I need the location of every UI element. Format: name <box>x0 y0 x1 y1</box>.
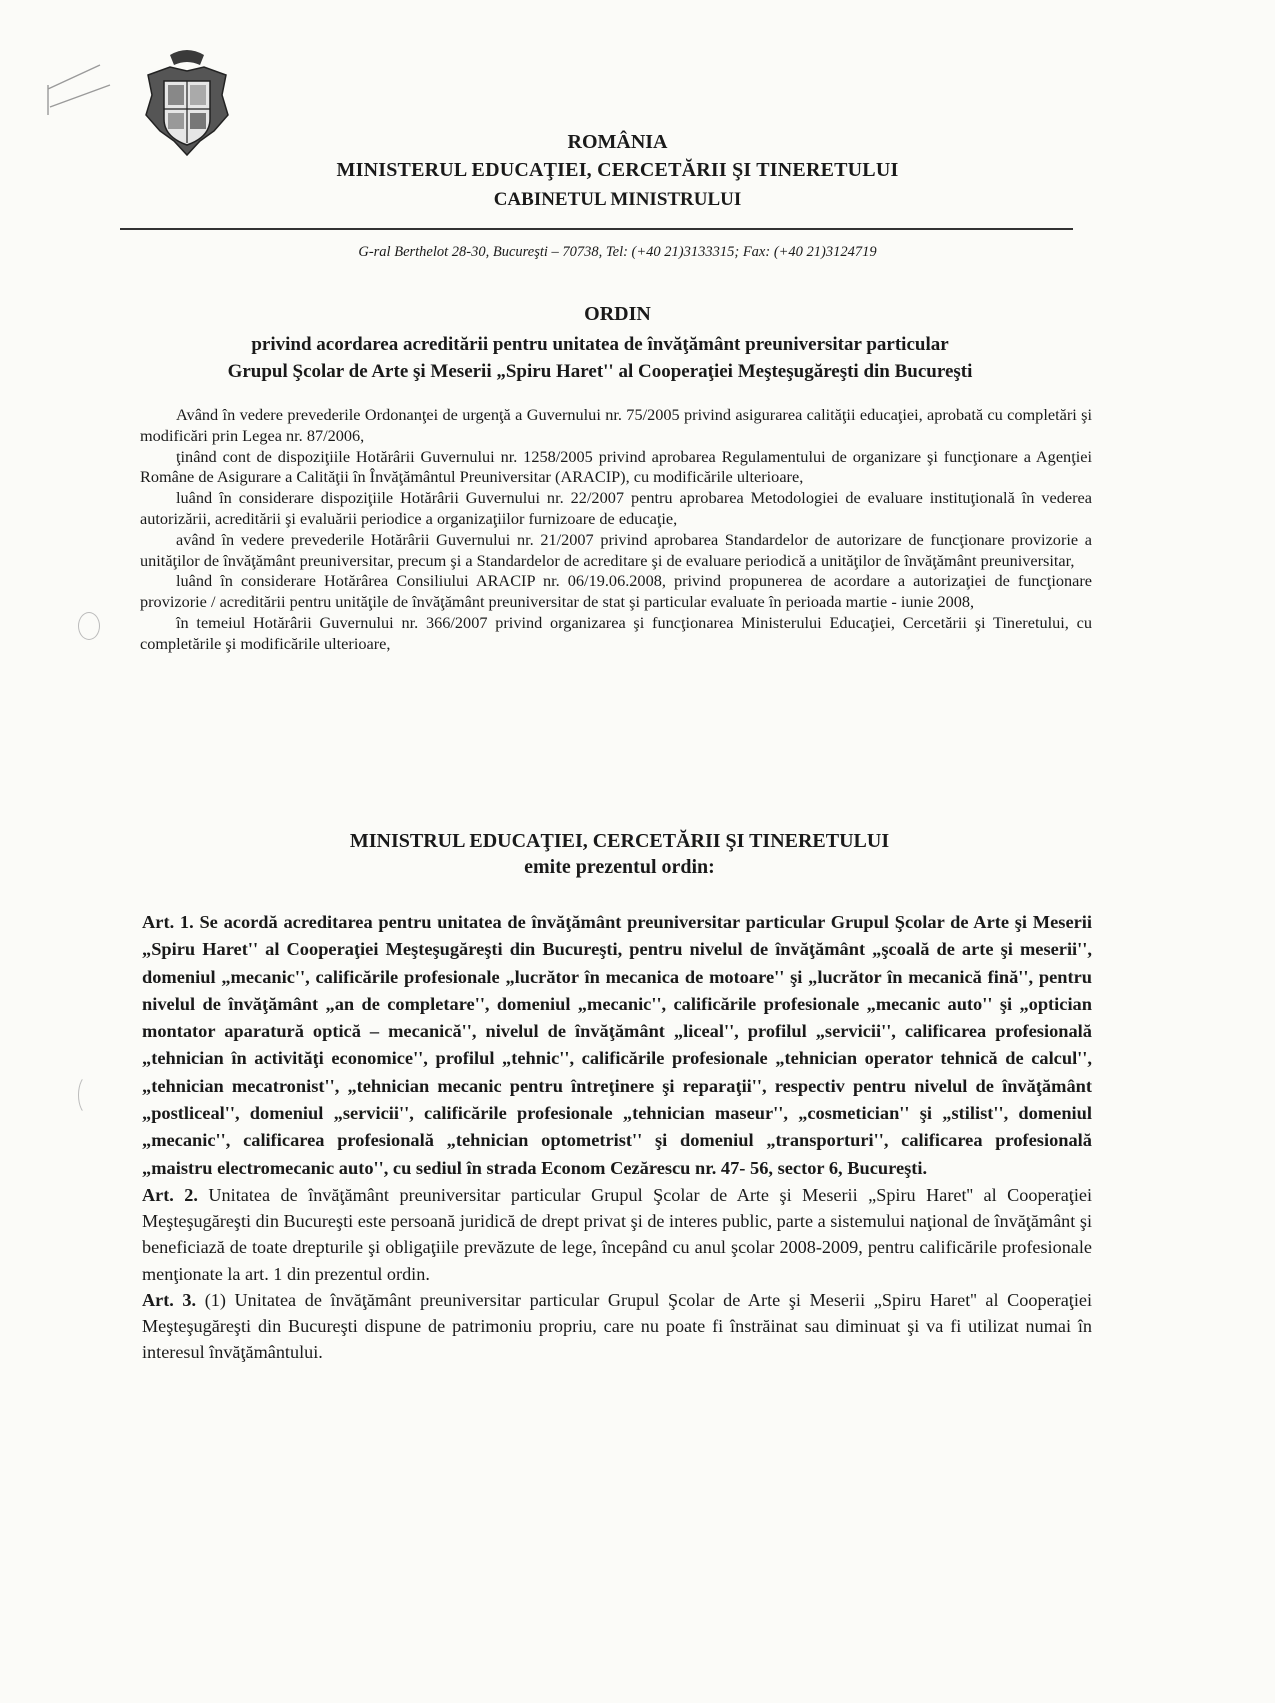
country-heading: ROMÂNIA <box>567 131 668 153</box>
preamble <box>140 405 1092 655</box>
article-label: Art. 1. <box>142 912 194 932</box>
ministry-heading: MINISTERUL EDUCAŢIEI, CERCETĂRII ŞI TINERETULUI <box>336 159 899 181</box>
order-title: ORDIN <box>584 303 651 325</box>
preamble-paragraph: Având în vedere prevederile Ordonanţei de urgenţă a Guvernului nr. 75/2005 privind asigurarea calităţii educaţiei, aprobată cu completări şi modificări prin Legea nr. 87/2006, <box>140 405 1092 445</box>
punch-hole-mark <box>78 1075 98 1115</box>
preamble-paragraph: ţinând cont de dispoziţiile Hotărârii Guvernului nr. 1258/2005 privind aprobarea Regulamentului de organizare şi funcţionare a Agenţiei Române de Asigurare a Calităţii în Învăţământul Preuniversitar (ARACIP), cu modificările ulterioare, <box>140 446 1092 487</box>
article-3 <box>142 1287 1092 1366</box>
article-label: Art. 2. <box>142 1184 198 1205</box>
article-2 <box>142 1182 1092 1287</box>
issuer-heading: MINISTRUL EDUCAŢIEI, CERCETĂRII ŞI TINERETULUI <box>349 830 890 852</box>
articles <box>142 909 1092 1365</box>
issuer-subheading: emite prezentul ordin: <box>524 856 715 878</box>
punch-hole-mark <box>78 612 100 640</box>
header-divider <box>120 228 1073 230</box>
preamble-paragraph: în temeiul Hotărârii Guvernului nr. 366/2007 privind organizarea şi funcţionarea Ministerului Educaţiei, Cercetării şi Tineretului, cu completările şi modificările ulterioare, <box>140 612 1092 653</box>
preamble-paragraph: luând în considerare dispoziţiile Hotărârii Guvernului nr. 22/2007 pentru aprobarea Metodologiei de evaluare instituţională în vederea autorizării, acreditării şi evaluării periodice a organizaţiilor furnizoare de educaţie, <box>140 488 1092 528</box>
article-text: Unitatea de învăţământ preuniversitar particular Grupul Şcolar de Arte şi Meserii „Spiru Haret'' al Cooperaţiei Meşteşugăreşti din Bucureşti este persoană juridică de drept privat şi de interes public, parte a sistemului naţional de învăţământ şi beneficiază de toate drepturile şi obligaţiile prevăzute de lege, începând cu anul şcolar 2008-2009, pentru calificările profesionale menţionate la art. 1 din prezentul ordin. <box>142 1184 1092 1284</box>
article-text: (1) Unitatea de învăţământ preuniversitar particular Grupul Şcolar de Arte şi Meserii „Spiru Haret'' al Cooperaţiei Meşteşugăreşti din Bucureşti dispune de patrimoniu propriu, care nu poate fi înstrăinat sau diminuat şi va fi utilizat numai în interesul învăţământului. <box>142 1289 1093 1363</box>
article-text: Se acordă acreditarea pentru unitatea de învăţământ preuniversitar particular Grupul Şcolar de Arte şi Meserii „Spiru Haret'' al Cooperaţiei Meşteşugăreşti din Bucureşti, pentru nivelul de învăţământ „şcoală de arte şi meserii'', domeniul „mecanic'', calificările profesionale „lucrător în mecanica de motoare'' şi „lucrător în mecanică fină'', pentru nivelul de învăţământ „an de completare'', domeniul „mecanic'', calificările profesionale „mecanic auto'' şi „optician montator aparatură optică – mecanică'', nivelul de învăţământ „liceal'', profilul „servicii'', calificarea profesională „tehnician în activităţi economice'', profilul „tehnic'', calificările profesionale „tehnician operator tehnică de calcul'', „tehnician mecatronist'', „tehnician mecanic pentru întreţinere şi reparaţii'', respectiv pentru nivelul de învăţământ „postliceal'', domeniul „servicii'', calificările profesionale „tehnician maseur'', „cosmetician'' şi „stilist'', domeniul „mecanic'', calificarea profesională „tehnician optometrist'' şi domeniul „transporturi'', calificarea profesională „maistru electromecanic auto'', cu sediul în strada Econom Cezărescu nr. 47- 56, sector 6, Bucureşti. <box>142 912 1092 1178</box>
order-subject-line-1: privind acordarea acreditării pentru unitatea de învăţământ preuniversitar particular <box>251 334 949 355</box>
order-subject-line-2: Grupul Şcolar de Arte şi Meserii „Spiru Haret'' al Cooperaţiei Meşteşugăreşti din Bucureşti <box>227 361 973 382</box>
preamble-paragraph: luând în considerare Hotărârea Consiliului ARACIP nr. 06/19.06.2008, privind propunerea de acordare a autorizaţiei de funcţionare provizorie / acreditării pentru unităţile de învăţământ preuniversitar de stat şi particular evaluate în perioada martie - iunie 2008, <box>140 571 1092 612</box>
preamble-paragraph: având în vedere prevederile Hotărârii Guvernului nr. 21/2007 privind aprobarea Standardelor de autorizare de funcţionare provizorie a unităţilor de învăţământ preuniversitar, precum şi a Standardelor de acreditare şi de evaluare periodică a unităţilor de învăţământ preuniversitar, <box>140 529 1092 570</box>
address-line: G-ral Berthelot 28-30, Bucureşti – 70738, Tel: (+40 21)3133315; Fax: (+40 21)3124719 <box>358 244 877 260</box>
cabinet-heading: CABINETUL MINISTRULUI <box>493 189 742 210</box>
article-1 <box>142 909 1092 1182</box>
article-label: Art. 3. <box>142 1289 197 1310</box>
